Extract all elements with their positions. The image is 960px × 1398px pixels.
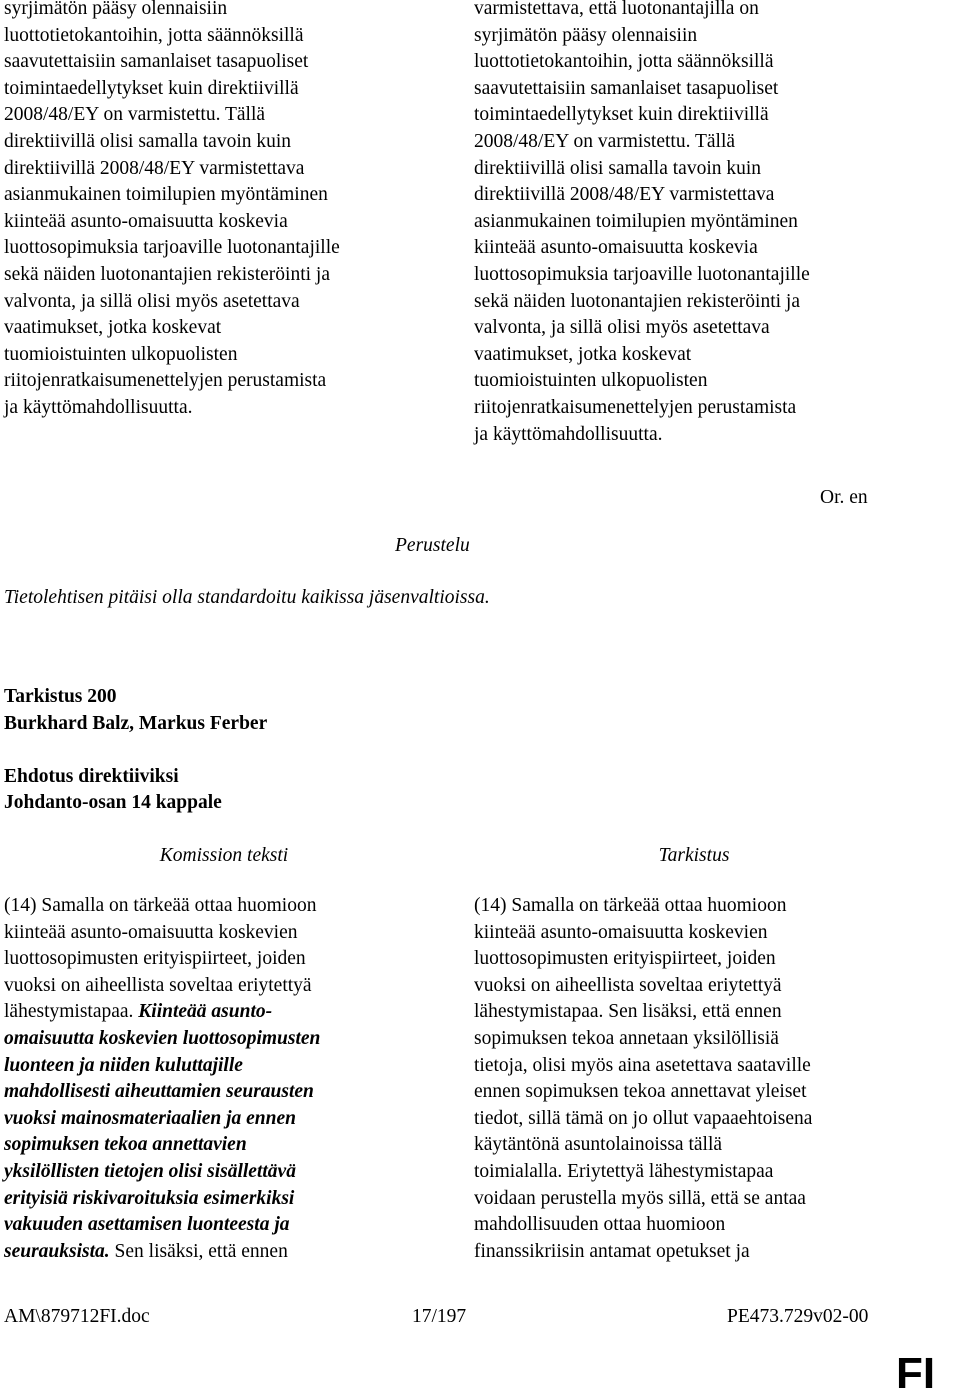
commission-text-heading: Komission teksti bbox=[159, 845, 289, 866]
top-left-text: syrjimätön pääsy olennaisiin luottotietokantoihin, jotta säännöksillä saavutettaisiin samanlaiset tasapuoliset toimintaedellytykset kuin direktiivillä 2008/48/EY on varmistettu. Tällä direktiivillä olisi samalla tavoin kuin direktiivillä 2008/48/EY varmistettava asianmukainen toimilupien myöntäminen kiinteää asunto-omaisuutta koskevia luottosopimuksia tarjoaville luotonantajille sekä näiden luotonantajien rekisteröinti ja valvonta, ja sillä olisi myös asetettava vaatimukset, jotka koskevat tuomioistuinten ulkopuolisten riitojenratkaisumenettelyjen perustamista ja käyttömahdollisuutta. bbox=[4, 0, 340, 418]
original-language-note: Or. en bbox=[820, 487, 868, 508]
proposal-title: Ehdotus direktiiviksi bbox=[4, 765, 179, 787]
amendment-heading: Tarkistus bbox=[658, 845, 730, 866]
amendment-text-body bbox=[474, 893, 914, 1265]
top-right-column bbox=[474, 0, 914, 448]
recital-reference: Johdanto-osan 14 kappale bbox=[4, 792, 222, 814]
pe-reference: PE473.729v02-00 bbox=[727, 1306, 869, 1327]
amendment-header bbox=[4, 684, 267, 817]
deleted-text: Kiinteää asunto- omaisuutta koskevien luottosopimusten luonteen ja niiden kuluttajille mahdollisesti aiheuttamien seurausten vuoksi mainosmateriaalien ja ennen sopimuksen tekoa annettavien yksilöllisten tietojen olisi sisällettävä erityisiä riskivaroituksia esimerkiksi vakuuden asettamisen luonteesta ja seurauksista. bbox=[4, 1001, 321, 1262]
page-number: 17/197 bbox=[412, 1306, 467, 1327]
commission-text-body bbox=[4, 893, 444, 1265]
top-right-text: varmistettava, että luotonantajilla on syrjimätön pääsy olennaisiin luottotietokantoihin, jotta säännöksillä saavutettaisiin samanlaiset tasapuoliset toimintaedellytykset kuin direktiivillä 2008/48/EY on varmistettu. Tällä direktiivillä olisi samalla tavoin kuin direktiivillä 2008/48/EY varmistettava asianmukainen toimilupien myöntäminen kiinteää asunto-omaisuutta koskevia luottosopimuksia tarjoaville luotonantajille sekä näiden luotonantajien rekisteröinti ja valvonta, ja sillä olisi myös asetettava vaatimukset, jotka koskevat tuomioistuinten ulkopuolisten riitojenratkaisumenettelyjen perustamista ja käyttömahdollisuutta. bbox=[474, 0, 810, 445]
commission-text-start: (14) Samalla on tärkeää ottaa huomioon kiinteää asunto-omaisuutta koskevien luottosopimusten erityispiirteet, joiden vuoksi on aiheellista soveltaa eriytettyä lähestymistapaa. bbox=[4, 895, 317, 1023]
justification-text: Tietolehtisen pitäisi olla standardoitu kaikissa jäsenvaltioissa. bbox=[4, 587, 490, 608]
top-left-column bbox=[4, 0, 444, 422]
commission-text-end: Sen lisäksi, että ennen bbox=[109, 1240, 288, 1262]
amendment-text: (14) Samalla on tärkeää ottaa huomioon kiinteää asunto-omaisuutta koskevien luottosopimusten erityispiirteet, joiden vuoksi on aiheellista soveltaa eriytettyä lähestymistapaa. Sen lisäksi, että ennen sopimuksen tekoa annetaan yksilöllisiä tietoja, olisi myös aina asetettava saataville ennen sopimuksen tekoa annettavat yleiset tiedot, sillä tämä on jo ollut vapaaehtoisena käytäntönä asuntolainoissa tällä toimialalla. Eriytettyä lähestymistapaa voidaan perustella myös sillä, että se antaa mahdollisuuden ottaa huomioon finanssikriisin antamat opetukset ja bbox=[474, 895, 813, 1262]
page-footer bbox=[0, 1304, 960, 1332]
justification-label: Perustelu bbox=[395, 535, 470, 556]
document-reference: AM\879712FI.doc bbox=[4, 1306, 150, 1327]
amendment-number: Tarkistus 200 bbox=[4, 686, 117, 707]
amendment-authors: Burkhard Balz, Markus Ferber bbox=[4, 712, 268, 734]
language-code: FI bbox=[896, 1349, 936, 1398]
